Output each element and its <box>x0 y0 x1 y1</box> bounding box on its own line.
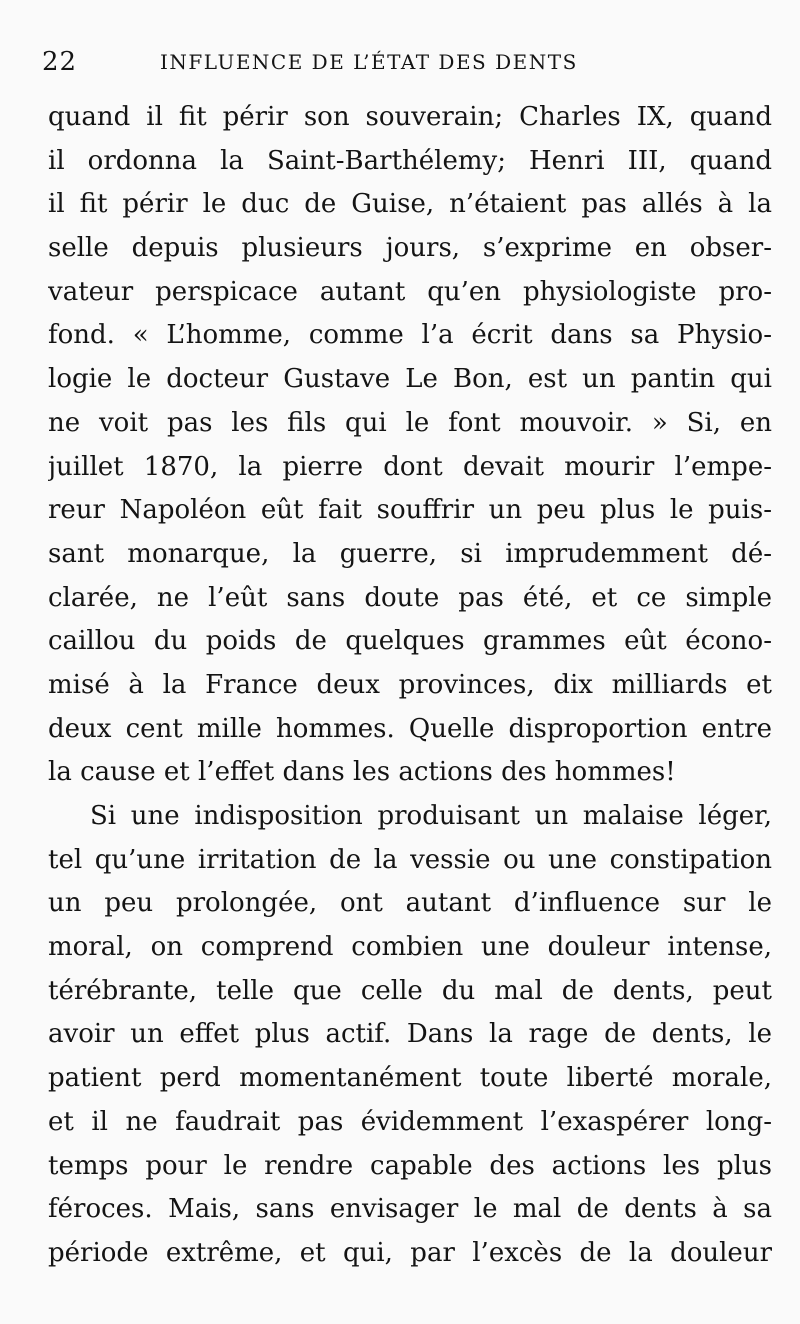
page-body <box>48 96 772 1276</box>
text-line: féroces. Mais, sans envisager le mal de dents à sa <box>48 1194 772 1225</box>
paragraph-end-line: la cause et l’effet dans les actions des hommes! <box>48 757 676 788</box>
text-line: avoir un effet plus actif. Dans la rage de dents, le <box>48 1019 772 1050</box>
paragraph-start-line: Si une indisposition produisant un malaise léger, <box>90 801 772 831</box>
text-line: caillou du poids de quelques grammes eût écono- <box>48 626 772 657</box>
text-line: selle depuis plusieurs jours, s’exprime en obser- <box>48 233 772 264</box>
text-line: sant monarque, la guerre, si imprudemment dé- <box>48 538 772 569</box>
running-header <box>42 44 642 80</box>
page-number: 22 <box>42 47 78 77</box>
text-line: patient perd momentanément toute liberté morale, <box>48 1063 772 1094</box>
text-line: moral, on comprend combien une douleur intense, <box>48 932 772 963</box>
text-line: un peu prolongée, ont autant d’influence sur le <box>48 888 772 919</box>
text-line: logie le docteur Gustave Le Bon, est un pantin qui <box>48 364 772 395</box>
text-line: misé à la France deux provinces, dix milliards et <box>48 669 772 700</box>
text-line: reur Napoléon eût fait souffrir un peu plus le puis- <box>48 495 772 526</box>
running-title: INFLUENCE DE L’ÉTAT DES DENTS <box>160 50 578 74</box>
text-line: juillet 1870, la pierre dont devait mourir l’empe- <box>48 451 772 482</box>
text-line: tel qu’une irritation de la vessie ou une constipation <box>48 844 772 875</box>
text-line: il ordonna la Saint-Barthélemy; Henri III, quand <box>48 145 772 176</box>
text-line: temps pour le rendre capable des actions les plus <box>48 1150 772 1181</box>
text-line: fond. « L’homme, comme l’a écrit dans sa Physio- <box>48 320 772 351</box>
text-line: quand il fit périr son souverain; Charles IX, quand <box>48 102 772 132</box>
text-line: il fit périr le duc de Guise, n’étaient pas allés à la <box>48 189 772 220</box>
text-line: période extrême, et qui, par l’excès de la douleur <box>48 1237 772 1268</box>
text-line: ne voit pas les fils qui le font mouvoir. » Si, en <box>48 407 772 438</box>
text-line: et il ne faudrait pas évidemment l’exaspérer long- <box>48 1106 772 1137</box>
text-line: deux cent mille hommes. Quelle disproportion entre <box>48 713 772 744</box>
text-line: térébrante, telle que celle du mal de dents, peut <box>48 975 772 1006</box>
text-line: vateur perspicace autant qu’en physiologiste pro- <box>48 276 772 307</box>
text-line: clarée, ne l’eût sans doute pas été, et ce simple <box>48 582 772 613</box>
